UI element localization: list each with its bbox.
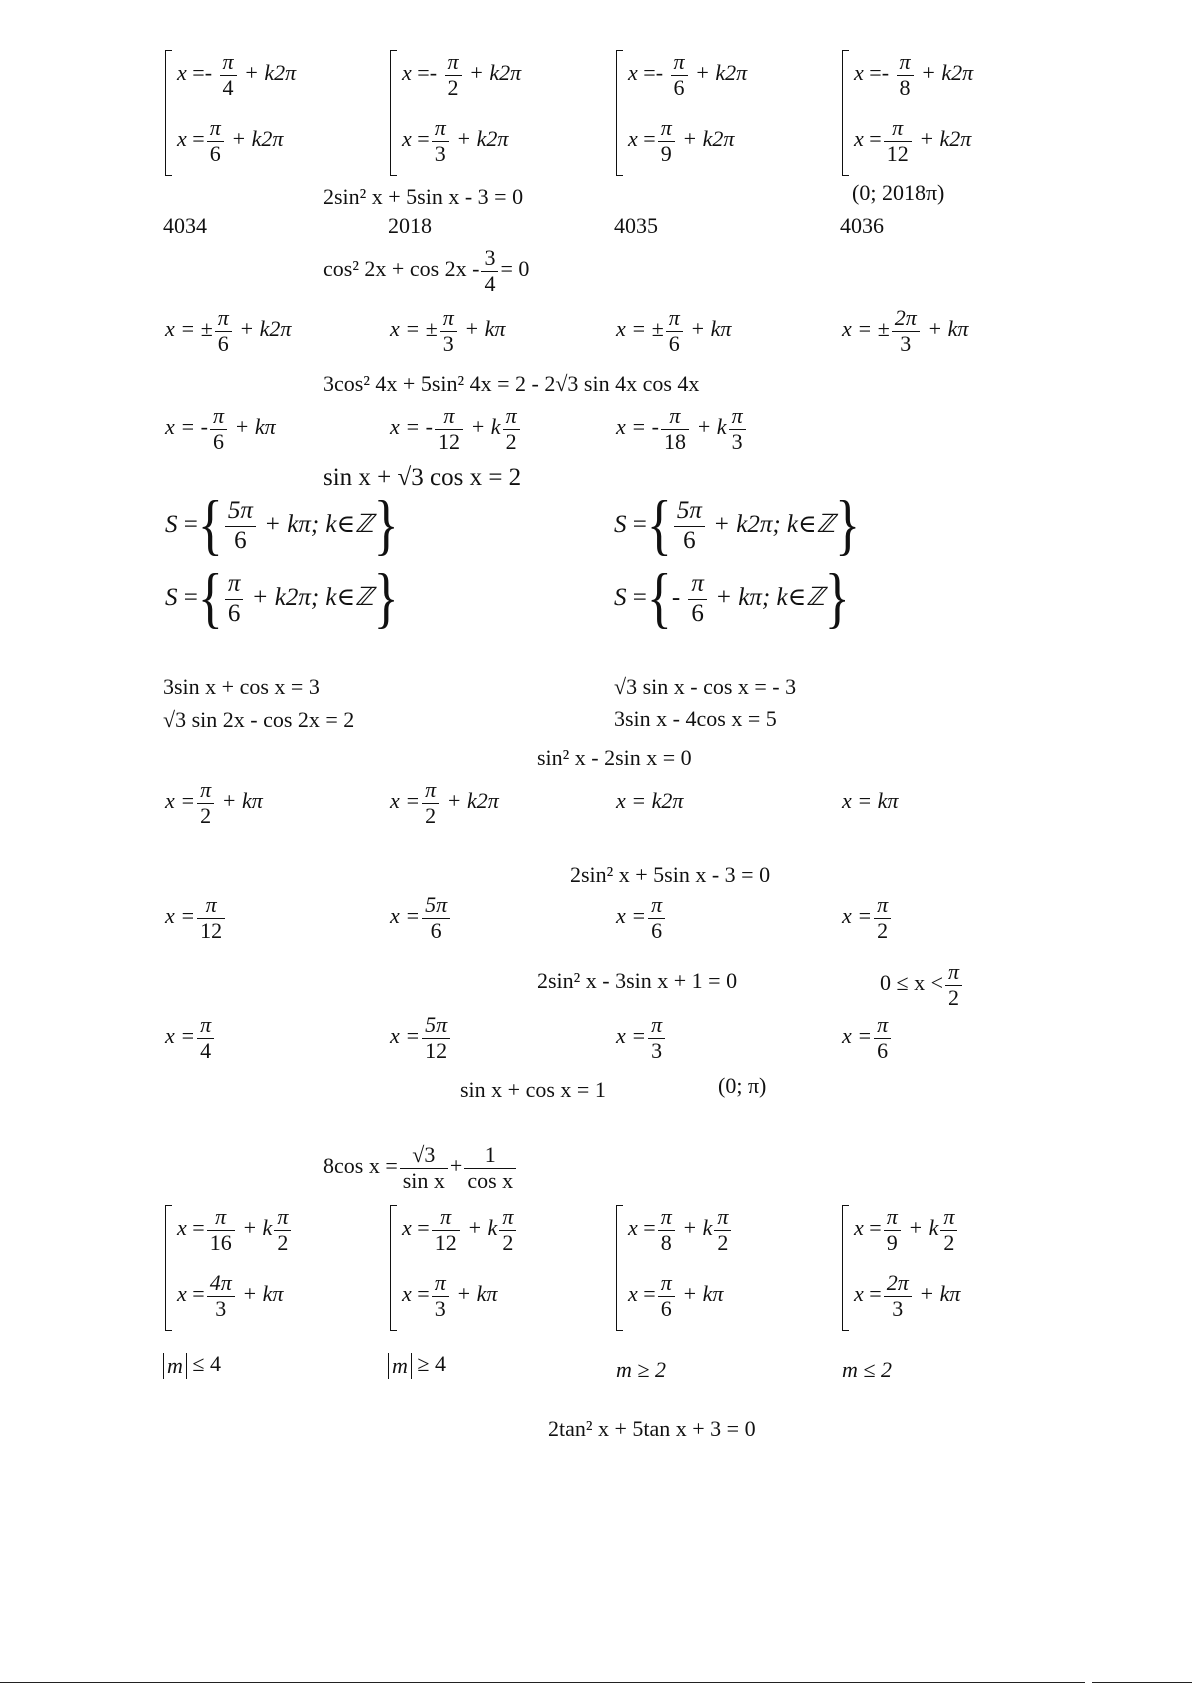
q7-option-b: x = $\frac{\pi}{2}$ + k2π — [390, 777, 499, 828]
bracket — [165, 1205, 172, 1331]
q9-option-a: x = $\frac{\pi}{4}$ — [165, 1013, 216, 1063]
q6-option-a: 3sin x + cos x = 3 — [163, 674, 320, 699]
q3-option-d: x = ± $\frac{2\pi}{3}$ + kπ — [842, 305, 969, 356]
q3-equation: cos² 2x + cos 2x - $\frac{3}{4}$ = 0 — [323, 245, 530, 296]
q2-equation: 2sin² x + 5sin x - 3 = 0 — [323, 184, 524, 209]
q2-option-a: 4034 — [163, 213, 207, 238]
q3-option-c: x = ± $\frac{\pi}{6}$ + kπ — [616, 305, 732, 356]
q2-option-d: 4036 — [840, 213, 884, 238]
left-brace: { — [646, 488, 672, 563]
q4-option-b: x = - $\frac{\pi}{12}$ + k $\frac{\pi}{2}$ — [390, 404, 522, 454]
left-brace: { — [197, 561, 223, 636]
q12-option-d: m ≤ 2 — [842, 1357, 892, 1382]
q2-option-b: 2018 — [388, 213, 432, 238]
q4-equation: 3cos² 4x + 5sin² 4x = 2 - 2√3 sin 4x cos 4x — [323, 371, 700, 396]
q9-option-d: x = $\frac{\pi}{6}$ — [842, 1013, 893, 1063]
q3-option-b: x = ± $\frac{\pi}{3}$ + kπ — [390, 305, 506, 356]
q4-option-a: x = - $\frac{\pi}{6}$ + kπ — [165, 403, 276, 454]
bracket — [842, 1205, 849, 1331]
q3-option-a: x = ± $\frac{\pi}{6}$ + k2π — [165, 305, 292, 356]
q10-interval: (0; π) — [718, 1073, 767, 1098]
q9-option-b: x = $\frac{5\pi}{12}$ — [390, 1013, 452, 1063]
q5-option-c: S ={ $\frac{\pi}{6}$ + k2π; k∈ℤ} — [165, 561, 399, 636]
q2-option-c: 4035 — [614, 213, 658, 238]
q5-option-d: S ={- $\frac{\pi}{6}$ + kπ; k∈ℤ} — [614, 561, 850, 636]
q10-equation: sin x + cos x = 1 — [460, 1077, 606, 1102]
right-brace: } — [373, 561, 399, 636]
q12-option-b: m ≥ 4 — [388, 1353, 446, 1379]
q8-option-d: x = $\frac{\pi}{2}$ — [842, 893, 893, 943]
right-brace: } — [373, 488, 399, 563]
q6-option-d: 3sin x - 4cos x = 5 — [614, 706, 777, 731]
page-bottom-rule-right — [1092, 1682, 1192, 1683]
bracket — [165, 50, 172, 176]
bracket — [842, 50, 849, 176]
page-bottom-rule — [0, 1682, 1085, 1683]
q5-option-b: S ={ $\frac{5\pi}{6}$ + k2π; k∈ℤ} — [614, 488, 861, 563]
q13-equation: 2tan² x + 5tan x + 3 = 0 — [548, 1416, 756, 1441]
q12-option-c: m ≥ 2 — [616, 1357, 666, 1382]
q6-option-c: √3 sin 2x - cos 2x = 2 — [163, 707, 355, 732]
q8-option-a: x = $\frac{\pi}{12}$ — [165, 893, 227, 943]
q9-condition: 0 ≤ x < $\frac{\pi}{2}$ — [880, 960, 964, 1010]
bracket — [390, 50, 397, 176]
q12-option-a: m ≤ 4 — [163, 1353, 221, 1379]
left-brace: { — [646, 561, 672, 636]
q6-option-b: √3 sin x - cos x = - 3 — [614, 674, 797, 699]
q7-option-c: x = k2π — [616, 788, 684, 813]
bracket — [390, 1205, 397, 1331]
left-brace: { — [197, 488, 223, 563]
q7-option-a: x = $\frac{\pi}{2}$ + kπ — [165, 777, 263, 828]
bracket — [616, 50, 623, 176]
q8-equation: 2sin² x + 5sin x - 3 = 0 — [570, 862, 771, 887]
q2-interval: (0; 2018π) — [852, 180, 945, 205]
q4-option-c: x = - $\frac{\pi}{18}$ + k $\frac{\pi}{3}$ — [616, 404, 748, 454]
q5-option-a: S ={ $\frac{5\pi}{6}$ + kπ; k∈ℤ} — [165, 488, 399, 563]
right-brace: } — [835, 488, 861, 563]
q7-option-d: x = kπ — [842, 788, 899, 813]
q11-equation: 8cos x = $\frac{√3}{\text{sin x}}$ + $\frac{1}{\text{cos x}}$ — [323, 1143, 518, 1193]
right-brace: } — [824, 561, 850, 636]
q8-option-c: x = $\frac{\pi}{6}$ — [616, 893, 667, 943]
q5-equation: sin x + √3 cos x = 2 — [323, 464, 522, 491]
q9-option-c: x = $\frac{\pi}{3}$ — [616, 1013, 667, 1063]
q9-equation: 2sin² x - 3sin x + 1 = 0 — [537, 968, 738, 993]
q7-equation: sin² x - 2sin x = 0 — [537, 745, 692, 770]
bracket — [616, 1205, 623, 1331]
q8-option-b: x = $\frac{5\pi}{6}$ — [390, 893, 452, 943]
